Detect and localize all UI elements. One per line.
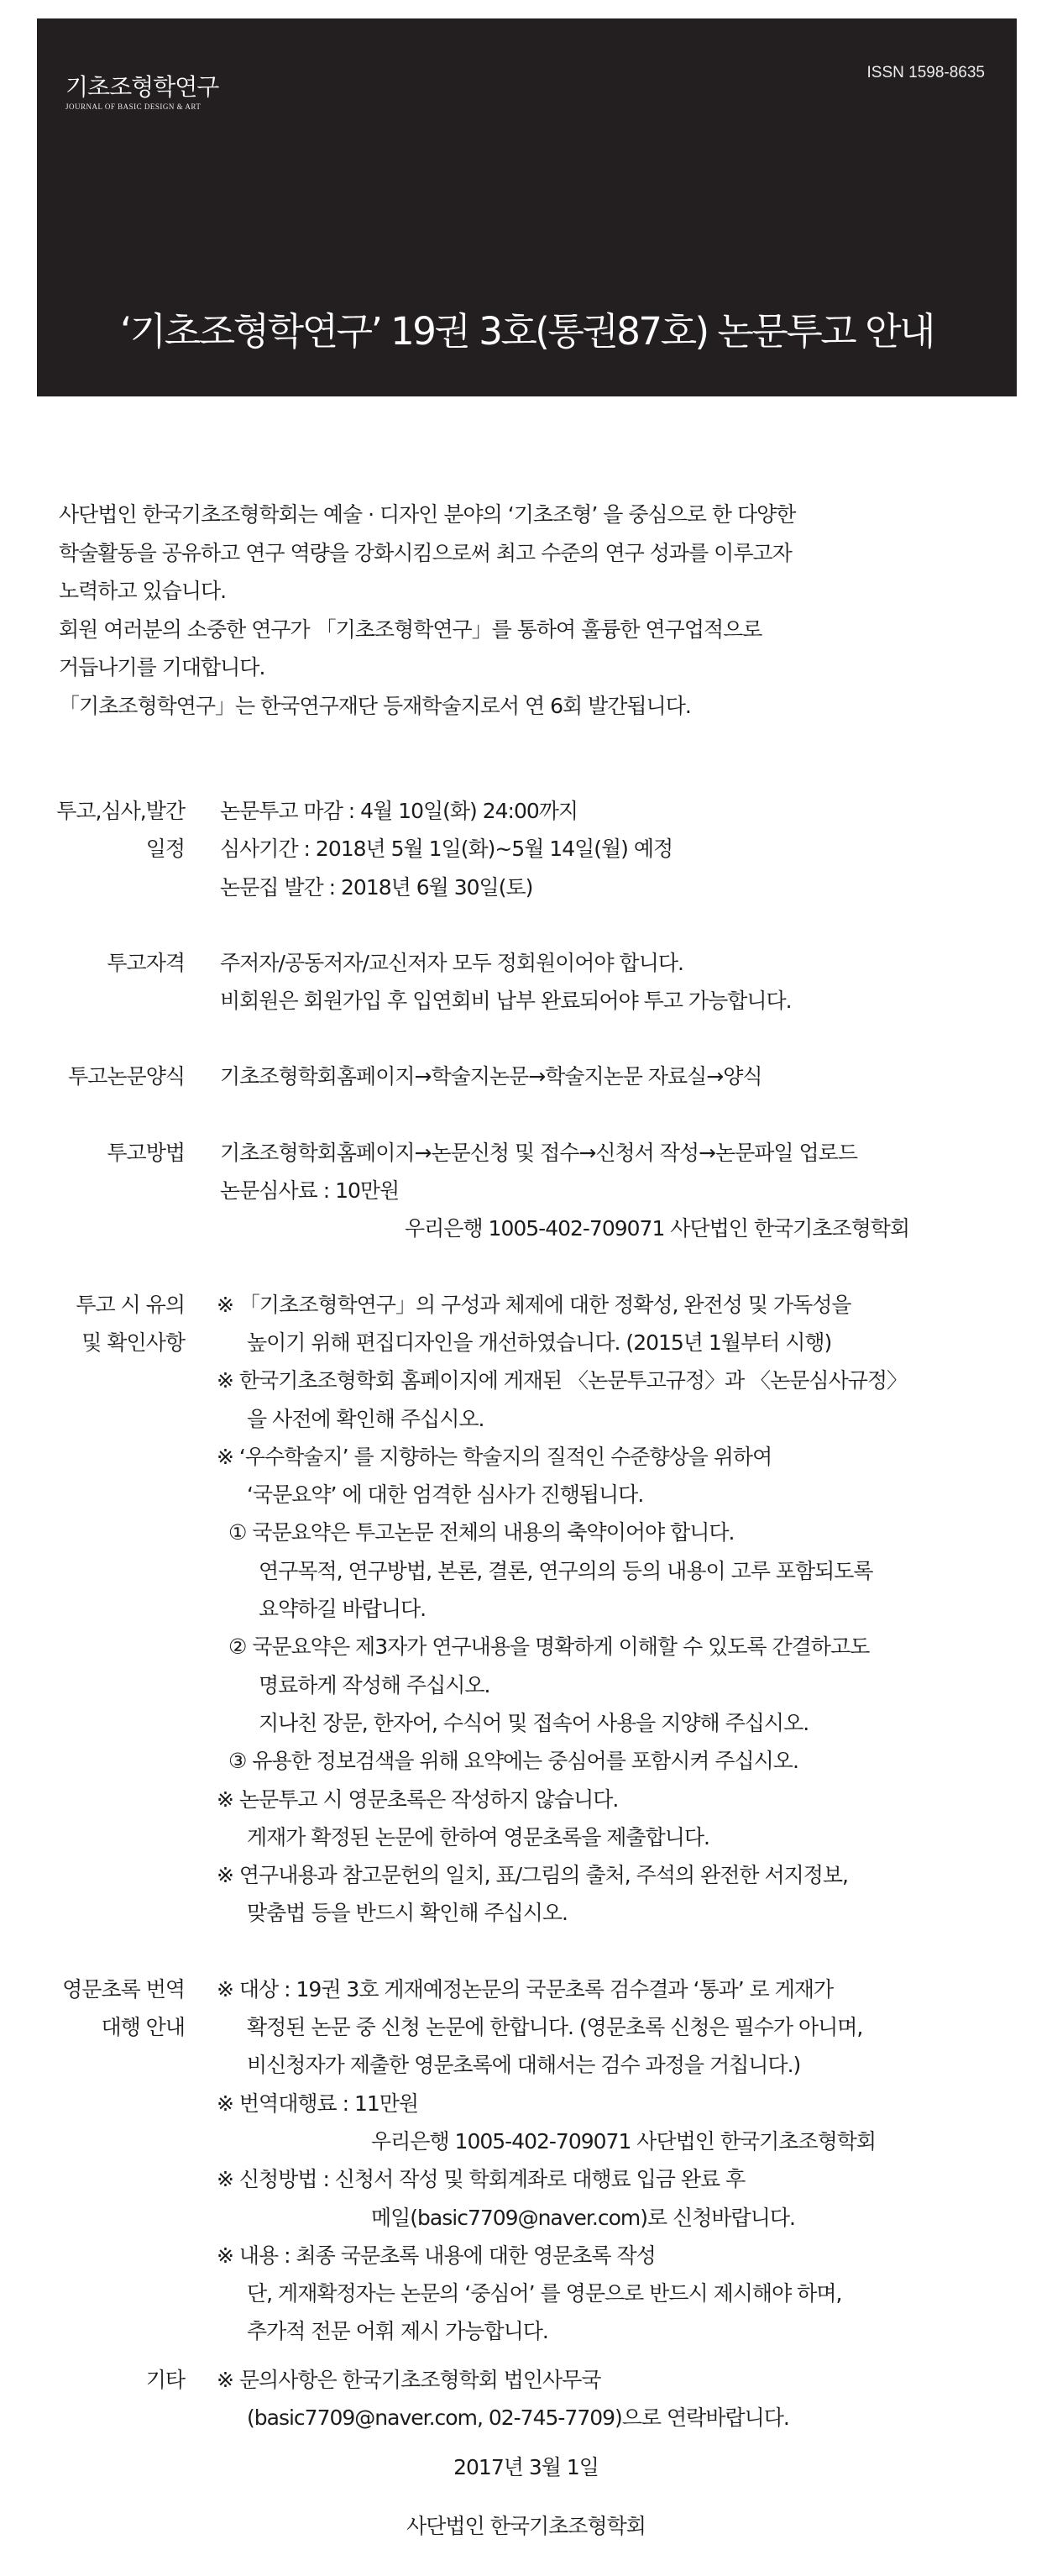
numbered-item: ② 국문요약은 제3자가 연구내용을 명확하게 이해할 수 있도록 간결하고도 <box>228 1634 870 1660</box>
header-banner <box>37 18 1017 396</box>
section-body <box>220 1134 1052 1248</box>
section-label-line: 투고 시 유의 <box>76 1292 185 1317</box>
section-label-line: 투고자격 <box>107 950 185 975</box>
issue-date: 2017년 3월 1일 <box>453 2455 599 2479</box>
numbered-continuation: 요약하길 바랍니다. <box>259 1597 427 1622</box>
section-body <box>220 792 1052 906</box>
journal-logo-subtitle: JOURNAL OF BASIC DESIGN & ART <box>65 102 202 111</box>
section-translation <box>0 1970 1052 2351</box>
section-other <box>0 2361 1052 2437</box>
numbered-item: ① 국문요약은 투고논문 전체의 내용의 축약이어야 합니다. <box>228 1520 735 1545</box>
section-label-line: 투고논문양식 <box>68 1064 185 1089</box>
section-format <box>0 1057 1052 1095</box>
note-continuation: 높이기 위해 편집디자인을 개선하였습니다. (2015년 1월부터 시행) <box>247 1330 832 1355</box>
note-item: ※ 논문투고 시 영문초록은 작성하지 않습니다. <box>217 1786 619 1812</box>
note-item: ※ 한국기초조형학회 홈페이지에 게재된 〈논문투고규정〉과 〈논문심사규정〉 <box>217 1368 908 1393</box>
numbered-item: ③ 유용한 정보검색을 위해 요약에는 중심어를 포함시켜 주십시오. <box>228 1749 798 1774</box>
issn-label: ISSN 1598-8635 <box>866 64 985 81</box>
note-continuation: ‘국문요약’ 에 대한 엄격한 심사가 진행됩니다. <box>247 1482 644 1508</box>
note-item: ※ 대상 : 19권 3호 게재예정논문의 국문초록 검수결과 ‘통과’ 로 게재가 <box>217 1976 834 2002</box>
intro-paragraph <box>59 496 999 725</box>
note-item: ※ 신청방법 : 신청서 작성 및 학회계좌로 대행료 입금 완료 후 <box>217 2167 746 2192</box>
section-label-line: 투고방법 <box>107 1140 185 1165</box>
section-line: 기초조형학회홈페이지→학술지논문→학술지논문 자료실→양식 <box>220 1064 762 1089</box>
numbered-continuation: 지나친 장문, 한자어, 수식어 및 접속어 사용을 지양해 주십시오. <box>259 1710 809 1735</box>
section-line: 비회원은 회원가입 후 입연회비 납부 완료되어야 투고 가능합니다. <box>220 989 792 1014</box>
numbered-continuation: 연구목적, 연구방법, 본론, 결론, 연구의의 등의 내용이 고루 포함되도록 <box>259 1558 873 1583</box>
note-item: ※ 내용 : 최종 국문초록 내용에 대한 영문초록 작성 <box>217 2243 656 2268</box>
section-body <box>217 2361 1052 2437</box>
organization-name: 사단법인 한국기초조형학회 <box>406 2514 646 2538</box>
note-continuation: (basic7709@naver.com, 02-745-7709)으로 연락바랍니다. <box>247 2405 789 2430</box>
note-continuation: 메일(basic7709@naver.com)로 신청바랍니다. <box>371 2205 795 2230</box>
note-continuation: 확정된 논문 중 신청 논문에 한합니다. (영문초록 신청은 필수가 아니며, <box>247 2015 863 2040</box>
intro-line: 노력하고 있습니다. <box>59 579 227 603</box>
section-label-line: 일정 <box>145 837 185 862</box>
section-label <box>76 1286 185 1362</box>
note-item: ※ 번역대행료 : 11만원 <box>217 2091 419 2116</box>
note-continuation: 추가적 전문 어휘 제시 가능합니다. <box>247 2319 548 2344</box>
numbered-continuation: 명료하게 작성해 주십시오. <box>259 1672 490 1697</box>
note-continuation: 비신청자가 제출한 영문초록에 대해서는 검수 과정을 거칩니다.) <box>247 2053 801 2078</box>
intro-line: 학술활동을 공유하고 연구 역량을 강화시킴으로써 최고 수준의 연구 성과를 이루고자 <box>59 540 792 565</box>
note-item: ※ 「기초조형학연구」의 구성과 체제에 대한 정확성, 완전성 및 가독성을 <box>217 1292 851 1317</box>
section-label-line: 및 확인사항 <box>81 1330 185 1355</box>
section-label <box>146 2361 185 2399</box>
section-label-line: 투고,심사,발간 <box>56 799 185 823</box>
section-label-line: 영문초록 번역 <box>62 1976 185 2002</box>
section-eligibility <box>0 944 1052 1020</box>
section-body <box>217 1970 1052 2351</box>
bank-account: 우리은행 1005-402-709071 사단법인 한국기초조형학회 <box>405 1216 910 1241</box>
section-line: 심사기간 : 2018년 5월 1일(화)~5월 14일(월) 예정 <box>220 837 673 862</box>
section-label <box>68 1057 185 1095</box>
section-label-line: 대행 안내 <box>101 2015 185 2040</box>
section-line: 기초조형학회홈페이지→논문신청 및 접수→신청서 작성→논문파일 업로드 <box>220 1140 857 1165</box>
note-item: ※ 문의사항은 한국기초조형학회 법인사무국 <box>217 2367 601 2392</box>
section-line: 논문심사료 : 10만원 <box>220 1178 400 1204</box>
section-notes <box>0 1286 1052 1933</box>
section-body <box>220 1057 1052 1095</box>
section-label <box>107 944 185 982</box>
intro-line: 회원 여러분의 소중한 연구가 「기초조형학연구」를 통하여 훌륭한 연구업적으로 <box>59 616 762 642</box>
section-body <box>217 1286 1052 1933</box>
note-continuation: 을 사전에 확인해 주십시오. <box>247 1406 484 1431</box>
section-label <box>56 792 185 868</box>
section-line: 논문투고 마감 : 4월 10일(화) 24:00까지 <box>220 799 578 823</box>
intro-line: 사단법인 한국기초조형학회는 예술 · 디자인 분야의 ‘기초조형’ 을 중심으로 한 다양한 <box>59 502 796 527</box>
note-item: ※ 연구내용과 참고문헌의 일치, 표/그림의 출처, 주석의 완전한 서지정보, <box>217 1863 848 1888</box>
section-line: 주저자/공동저자/교신저자 모두 정회원이어야 합니다. <box>220 950 683 975</box>
bank-account: 우리은행 1005-402-709071 사단법인 한국기초조형학회 <box>371 2128 877 2154</box>
section-label <box>62 1970 185 2047</box>
section-method <box>0 1134 1052 1248</box>
section-line: 논문집 발간 : 2018년 6월 30일(토) <box>220 874 533 900</box>
section-schedule <box>0 792 1052 906</box>
page-title: ‘기초조형학연구’ 19권 3호(통권87호) 논문투고 안내 <box>119 309 934 354</box>
section-label <box>107 1134 185 1172</box>
intro-line: 거듭나기를 기대합니다. <box>59 655 265 679</box>
note-item: ※ ‘우수학술지’ 를 지향하는 학술지의 질적인 수준향상을 위하여 <box>217 1444 772 1469</box>
intro-line: 「기초조형학연구」는 한국연구재단 등재학술지로서 연 6회 발간됩니다. <box>59 693 691 718</box>
journal-logo: 기초조형학연구 <box>65 73 219 101</box>
section-body <box>220 944 1052 1020</box>
note-continuation: 단, 게재확정자는 논문의 ‘중심어’ 를 영문으로 반드시 제시해야 하며, <box>247 2281 842 2306</box>
note-continuation: 게재가 확정된 논문에 한하여 영문초록을 제출합니다. <box>247 1824 709 1849</box>
note-continuation: 맞춤법 등을 반드시 확인해 주십시오. <box>247 1901 568 1926</box>
submission-info <box>0 792 1052 2437</box>
section-label-line: 기타 <box>145 2367 185 2392</box>
